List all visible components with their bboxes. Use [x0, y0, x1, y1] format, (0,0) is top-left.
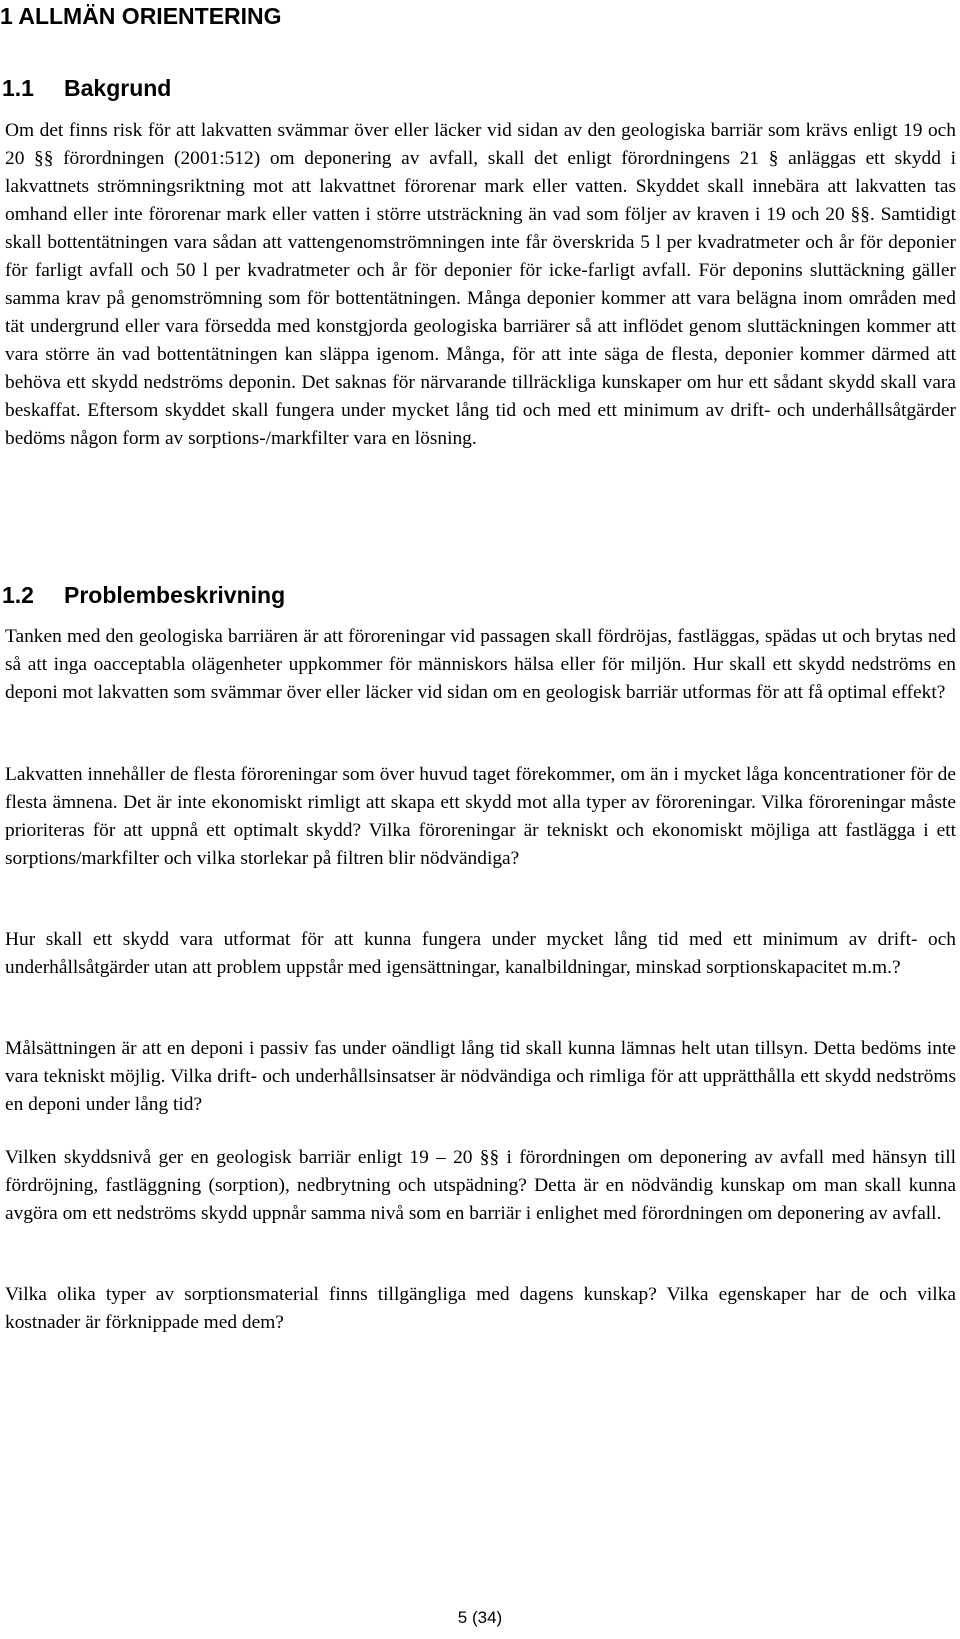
section-heading-bakgrund: [2, 74, 171, 102]
paragraph-problem-5: Vilken skyddsnivå ger en geologisk barriär enligt 19 – 20 §§ i förordningen om deponering av avfall med hänsyn till fördröjning, fastläggning (sorption), nedbrytning och utspädning? Detta är en nödvändig kunskap om man skall kunna avgöra om ett nedströms skydd uppnår samma nivå som en barriär i enlighet med förordningen om deponering av avfall.: [5, 1147, 956, 1224]
paragraph-problem-4: Målsättningen är att en deponi i passiv fas under oändligt lång tid skall kunna lämnas helt utan tillsyn. Detta bedöms inte vara tekniskt möjlig. Vilka drift- och underhållsinsatser är nödvändiga och rimliga för att upprätthålla ett skydd nedströms en deponi under lång tid?: [5, 1038, 956, 1115]
chapter-heading: 1 ALLMÄN ORIENTERING: [0, 3, 282, 29]
paragraph-problem-2: Lakvatten innehåller de flesta föroreningar som över huvud taget förekommer, om än i mycket låga koncentrationer för de flesta ämnena. Det är inte ekonomiskt rimligt att skapa ett skydd mot alla typer av föroreningar. Vilka föroreningar måste prioriteras för att uppnå ett optimalt skydd? Vilka föroreningar är tekniskt och ekonomiskt möjliga att fastlägga i ett sorptions/markfilter och vilka storlekar på filtren blir nödvändiga?: [5, 764, 956, 869]
paragraph-problem-1: Tanken med den geologiska barriären är att föroreningar vid passagen skall fördröjas, fastläggas, spädas ut och brytas ned så att inga oacceptabla olägenheter uppkommer för människors hälsa eller för miljön. Hur skall ett skydd nedströms en deponi mot lakvatten som svämmar över eller läcker vid sidan om en geologisk barriär utformas för att få optimal effekt?: [5, 626, 956, 703]
section-number: 1.2: [2, 582, 34, 608]
section-title: Problembeskrivning: [64, 582, 286, 608]
section-number: 1.1: [2, 75, 34, 101]
paragraph-bakgrund: Om det finns risk för att lakvatten svämmar över eller läcker vid sidan av den geologiska barriär som krävs enligt 19 och 20 §§ förordningen (2001:512) om deponering av avfall, skall det enligt förordningens 21 § anläggas ett skydd i lakvattnets strömningsriktning mot att lakvattnet förorenar mark eller vatten. Skyddet skall innebära att lakvatten tas omhand eller inte förorenar mark eller vatten i större utsträckning än vad som följer av kraven i 19 och 20 §§. Samtidigt skall bottentätningen vara sådan att vattengenomströmningen inte får överskrida 5 l per kvadratmeter och år för deponier för farligt avfall och 50 l per kvadratmeter och år för deponier för icke-farligt avfall. För deponins sluttäckning gäller samma krav på genomströmning som för bottentätningen. Många deponier kommer att vara belägna inom områden med tät undergrund eller vara försedda med konstgjorda geologiska barriärer så att inflödet genom sluttäckningen kommer att vara större än vad bottentätningen kan släppa igenom. Många, för att inte säga de flesta, deponier kommer därmed att behöva ett skydd nedströms deponin. Det saknas för närvarande tillräckliga kunskaper om hur ett sådant skydd skall vara beskaffat. Eftersom skyddet skall fungera under mycket lång tid och med ett minimum av drift- och underhållsåtgärder bedöms någon form av sorptions-/markfilter vara en lösning.: [5, 120, 956, 449]
paragraph-problem-3: Hur skall ett skydd vara utformat för att kunna fungera under mycket lång tid med ett minimum av drift- och underhållsåtgärder utan att problem uppstår med igensättningar, kanalbildningar, minskad sorptionskapacitet m.m.?: [5, 929, 956, 978]
section-heading-problembeskrivning: [2, 581, 285, 609]
section-title: Bakgrund: [64, 75, 172, 101]
paragraph-problem-6: Vilka olika typer av sorptionsmaterial finns tillgängliga med dagens kunskap? Vilka egenskaper har de och vilka kostnader är förknippade med dem?: [5, 1284, 956, 1333]
page-number: 5 (34): [457, 1608, 503, 1627]
